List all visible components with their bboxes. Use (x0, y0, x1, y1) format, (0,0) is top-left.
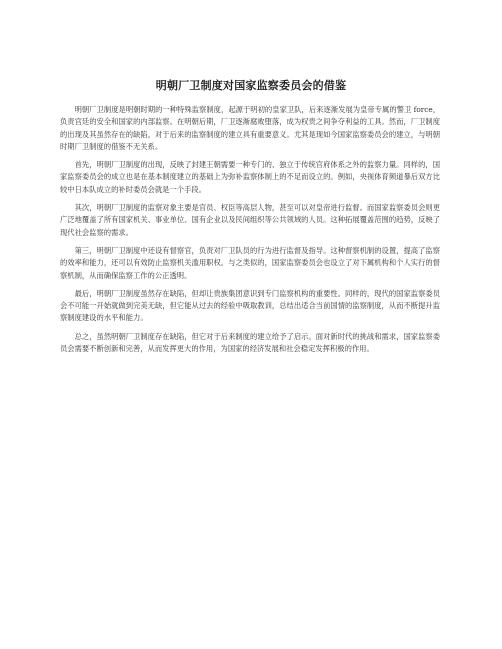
document-body (60, 104, 440, 361)
paragraph: 最后，明朝厂卫制度虽然存在缺陷，但却让贵族集团意识到专门监察机构的重要性。同样的，现代的国家监察委员会不可能一开始就做到完美无缺，但它能从过去的经验中吸取教训，总结出适合当前国情的监察制度，从而不断提升监察制度建设的水平和能力。 (60, 288, 440, 323)
paragraph: 明朝厂卫制度是明朝时期的一种特殊监察制度，起源于明初的皇家卫队，后来逐渐发展为皇帝专属的警卫 force，负责宫廷的安全和国家的内部监察。在明朝后期，厂卫逐渐腐败堕落，成为权贵之间争夺利益的工具。然而，厂卫制度的出现及其虽然存在的缺陷，对于后来的监察制度的建立具有重要意义。尤其是现如今国家监察委员会的建立，与明朝时期厂卫制度的借鉴不无关系。 (60, 105, 440, 151)
paragraph: 第三，明朝厂卫制度中还设有督察官，负责对厂卫队员的行为进行监督及指导。这种督察机制的设置，提高了监察的效率和能力，还可以有效防止监察机关滥用职权。与之类似的，国家监察委员会也设立了对下属机构和个人实行的督察机制，从而确保监察工作的公正透明。 (60, 245, 440, 280)
paragraph: 总之，虽然明朝厂卫制度存在缺陷，但它对于后来制度的建立给予了启示。面对新时代的挑战和需求，国家监察委员会需要不断创新和完善，从而发挥更大的作用，为国家的经济发展和社会稳定发挥积极的作用。 (60, 331, 440, 354)
paragraph: 首先，明朝厂卫制度的出现，反映了封建王朝需要一种专门的、独立于传统官府体系之外的监察力量。同样的，国家监察委员会的成立也是在基本制度建立的基础上为弥补监察体制上的不足而设立的。例如，央视体育频道暴后双方比较中日本队成立的补时委员会就是一个手段。 (60, 160, 440, 194)
paragraph: 其次，明朝厂卫制度的监察对象主要是官员、权臣等高层人物，甚至可以对皇帝进行监督。而国家监察委员会则更广泛地覆盖了所有国家机关、事业单位、国有企业以及民间组织等公共领域的人员。这种拓展覆盖范围的趋势，反映了现代社会监察的需求。 (60, 203, 440, 237)
document-title: 明朝厂卫制度对国家监察委员会的借鉴 (155, 79, 347, 92)
